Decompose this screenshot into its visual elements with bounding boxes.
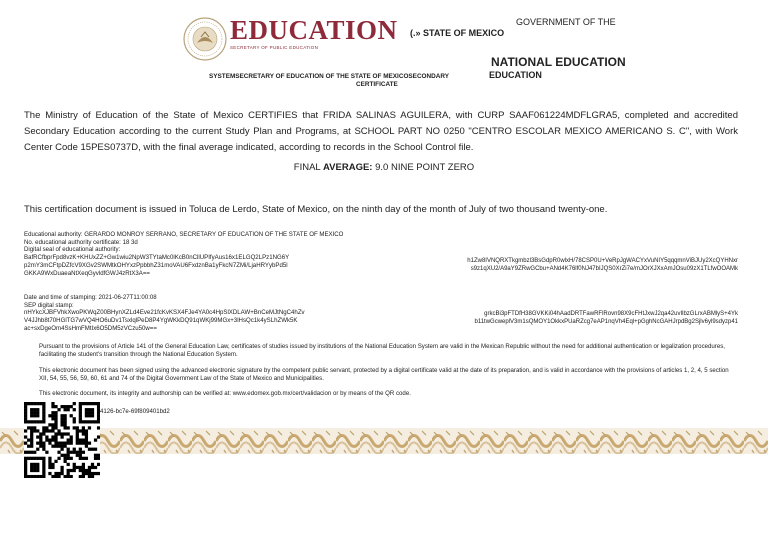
qr-code[interactable] (24, 402, 100, 478)
final-value: 9.0 NINE POINT ZERO (372, 162, 475, 173)
system-line: SYSTEMSECRETARY OF EDUCATION OF THE STATE OF MEXICOSECONDARY (209, 73, 450, 80)
digital-seal-line: s9z1qXU2/A9aY9ZRwGCbu+ANd4K76lf0NJ47bIJQS0XrZi7e/mJOrXJXxAmJOsu09zX1TLfwOOAMk (470, 265, 738, 272)
legal-note-verification: This electronic document, its integrity and authorship can be verified at: www.edomex.gob.mx/cert/validacion or by means of the QR code. (39, 390, 411, 397)
stamp-block (24, 294, 364, 333)
sep-stamp-line: grkcBi3pFTDfH38GVKKi04hAadDRTFawRFlRovn98X9cFHtJxwJ2qa42uvIlbzGLrxABMlyS+4Yk (484, 311, 738, 317)
legal-note-validity: Pursuant to the provisions of Article 141 of the General Education Law, certificates of studies issued by institutions of the National Education System are valid in the Mexican Republic without the need for additional authentication or legalization procedures, facilitating the student's transition through the National Education System. (39, 343, 725, 358)
issuance-statement: This certification document is issued in Toluca de Lerdo, State of Mexico, on the ninth day of the month of July of two thousand twenty-one. (24, 204, 608, 215)
digital-seal-line: BafRCfbprFpd8vzK+KHUxZZ+Gw1wiu2NpW3TYtaMc0lKcB0nCllUPIfyAus16x1ELGQ2LPz1NG6Y (24, 254, 290, 262)
stamp-datetime: Date and time of stamping: 2021-06-27T11:00:08 (24, 294, 157, 301)
folio-number: 4126-bc7e-69f809401bd2 (100, 408, 170, 415)
final-prefix: FINAL (293, 162, 324, 173)
digital-seal-right (400, 258, 738, 273)
certificate-label: CERTIFICATE (356, 81, 398, 88)
logo-subtitle: SECRETARY OF PUBLIC EDUCATION (230, 45, 319, 50)
decorative-band (0, 428, 768, 454)
government-label: GOVERNMENT OF THE (516, 17, 616, 27)
education-subheading: EDUCATION (489, 70, 542, 80)
sep-stamp-line: V4JJhb8t70HGlTG7wVQ4HO6uDv1TsxlqlPeD8P4YgWKkDQ91qWKj99MGx+3lHsQc1k4ySLhZWk5K (24, 317, 298, 325)
national-education-heading: NATIONAL EDUCATION (491, 55, 626, 69)
final-label: AVERAGE: (323, 162, 373, 173)
authority-name: Educational authority: GERARDO MONROY SERRANO, SECRETARY OF EDUCATION OF THE STATE OF MEXICO (24, 231, 344, 238)
authority-certificate-number: No. educational authority certificate: 18 3d (24, 238, 138, 246)
sep-stamp-line: nHYkcXJBFVhkXwoPKWqZ00BHynXZLd4Eve21fcKvKSX4FJe4YA0c4HpSlXDLAW+BnCeMJtNgC4hZv (24, 309, 305, 317)
digital-seal-label: Digital seal of educational authority: (24, 246, 121, 254)
sep-stamp-right (400, 311, 738, 326)
digital-seal-line: h1Zw8IVNQRXTkgmbzl3BsGdpR0wlxH/78CSP0U+VeRpJgWACYxVuNIY5qqqmnViBJUy2XcQYHNxr (467, 258, 738, 264)
digital-seal-line: GKKA9WxDuaeaNtXeqGyvldfGWJ4zRtX3A== (24, 269, 150, 277)
sep-stamp-line: b11twGcweplV3m1sQMOY1OkkxPUaRZcg7eAP1nqVh4Eql+pGghNcGAHJrpdBg2Sjlv6yl9sdyzp41 (474, 318, 738, 325)
certification-text: The Ministry of Education of the State of Mexico CERTIFIES that FRIDA SALINAS AGUILERA, with CURP SAAF061224MDFLGRA5, completed and accredited Secondary Education according to the current Study Plan and Programs, at SCHOOL PART NO 0250 "CENTRO ESCOLAR MEXICO AMERICANO S. C", with Work Center Code 15PES0737D, with the final average indicated, according to records in the School Control file. (24, 110, 738, 153)
logo-title: EDUCATION (230, 15, 398, 45)
authority-block (24, 231, 404, 277)
national-seal-icon (183, 17, 227, 61)
digital-seal-line: p2mY3mCFtpDZfcV9XGv2SWMtkOHYxzPpbbhZ31moVAU6FxdznBa1yFkcN7ZMi/LjaHRYybPd5l (24, 261, 288, 269)
state-label: (.» STATE OF MEXICO (410, 28, 505, 38)
final-average (0, 162, 768, 173)
legal-note-signature: This electronic document has been signed using the advanced electronic signature by the competent public servant, protected by a digital certificate valid at the date of its preparation, and is valid in accordance with the provisions of articles 1, 2, 4, 5 section XII, 54, 55, 56, 59, 60, 61 and 74 of the Digital Government Law of the State of Mexico and Municipalities. (39, 367, 729, 382)
sep-stamp-line: ac+sxDgeOm4SsHmFMtIx6O5DM5zVCzu50w== (24, 324, 157, 332)
sep-stamp-label: SEP digital stamp: (24, 301, 74, 309)
